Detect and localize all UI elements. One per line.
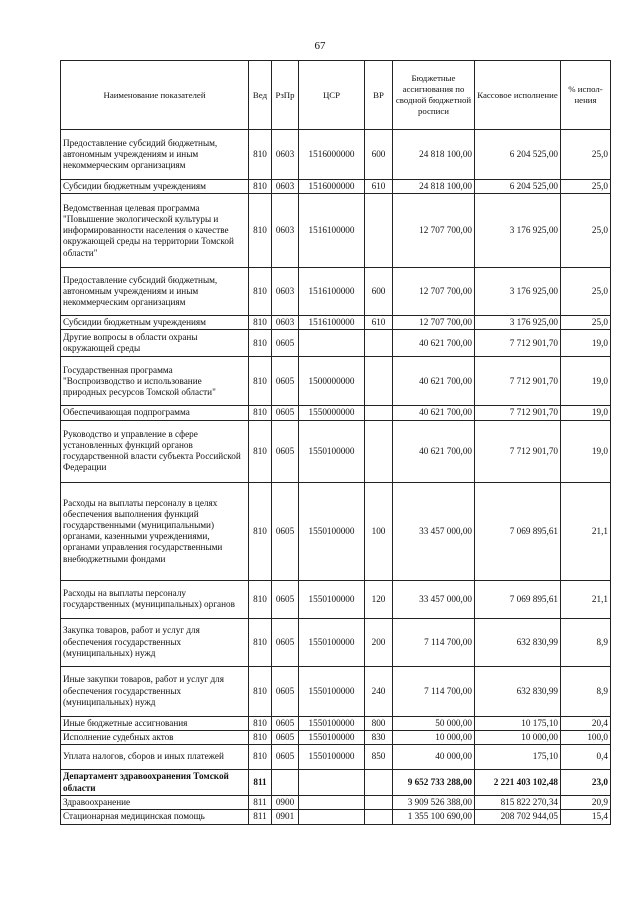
cell-ved: 810	[249, 330, 272, 357]
cell-pct: 19,0	[561, 420, 611, 482]
cell-csr: 1500000000	[299, 357, 365, 406]
cell-plan: 9 652 733 288,00	[393, 770, 475, 796]
cell-rzpr: 0603	[272, 130, 299, 180]
table-header-row	[61, 61, 611, 130]
cell-pct: 19,0	[561, 406, 611, 420]
cell-pct: 100,0	[561, 730, 611, 744]
cell-ved: 810	[249, 420, 272, 482]
table-row	[61, 618, 611, 666]
cell-ved: 810	[249, 130, 272, 180]
cell-pct: 19,0	[561, 330, 611, 357]
table-row	[61, 316, 611, 330]
header-pct: % испол-нения	[561, 61, 611, 130]
cell-exec: 3 176 925,00	[475, 194, 561, 268]
cell-plan: 33 457 000,00	[393, 482, 475, 580]
cell-vr: 850	[365, 745, 393, 770]
table-row	[61, 420, 611, 482]
cell-csr: 1516100000	[299, 268, 365, 316]
cell-name: Иные бюджетные ассигнования	[61, 716, 249, 730]
cell-rzpr: 0605	[272, 330, 299, 357]
cell-plan: 12 707 700,00	[393, 268, 475, 316]
header-rzpr: РзПр	[272, 61, 299, 130]
cell-plan: 7 114 700,00	[393, 666, 475, 716]
cell-pct: 19,0	[561, 357, 611, 406]
cell-csr: 1550000000	[299, 406, 365, 420]
cell-ved: 810	[249, 730, 272, 744]
cell-vr: 600	[365, 130, 393, 180]
cell-rzpr: 0603	[272, 180, 299, 194]
cell-pct: 25,0	[561, 180, 611, 194]
cell-csr	[299, 796, 365, 810]
cell-ved: 810	[249, 268, 272, 316]
cell-vr: 800	[365, 716, 393, 730]
table-row	[61, 810, 611, 824]
cell-ved: 810	[249, 716, 272, 730]
cell-csr: 1550100000	[299, 716, 365, 730]
cell-name: Департамент здравоохранения Томской области	[61, 770, 249, 796]
cell-plan: 24 818 100,00	[393, 180, 475, 194]
cell-name: Субсидии бюджетным учреждениям	[61, 316, 249, 330]
table-row	[61, 268, 611, 316]
cell-plan: 1 355 100 690,00	[393, 810, 475, 824]
cell-plan: 40 621 700,00	[393, 330, 475, 357]
cell-ved: 810	[249, 316, 272, 330]
cell-vr: 610	[365, 316, 393, 330]
cell-pct: 8,9	[561, 666, 611, 716]
cell-exec: 3 176 925,00	[475, 316, 561, 330]
cell-rzpr: 0901	[272, 810, 299, 824]
cell-plan: 10 000,00	[393, 730, 475, 744]
header-csr: ЦСР	[299, 61, 365, 130]
cell-exec: 632 830,99	[475, 666, 561, 716]
cell-ved: 811	[249, 770, 272, 796]
cell-plan: 12 707 700,00	[393, 316, 475, 330]
budget-table	[60, 60, 611, 825]
cell-pct: 21,1	[561, 580, 611, 618]
header-vr: ВР	[365, 61, 393, 130]
cell-vr: 240	[365, 666, 393, 716]
cell-vr: 830	[365, 730, 393, 744]
cell-exec: 7 712 901,70	[475, 420, 561, 482]
cell-exec: 2 221 403 102,48	[475, 770, 561, 796]
cell-exec: 632 830,99	[475, 618, 561, 666]
cell-csr	[299, 810, 365, 824]
cell-csr: 1550100000	[299, 666, 365, 716]
cell-name: Здравоохранение	[61, 796, 249, 810]
table-row	[61, 730, 611, 744]
cell-name: Государственная программа "Воспроизводство и использование природных ресурсов Томской области"	[61, 357, 249, 406]
cell-vr: 100	[365, 482, 393, 580]
cell-plan: 40 621 700,00	[393, 357, 475, 406]
cell-rzpr: 0605	[272, 580, 299, 618]
table-row	[61, 716, 611, 730]
cell-ved: 810	[249, 482, 272, 580]
cell-plan: 33 457 000,00	[393, 580, 475, 618]
cell-rzpr: 0603	[272, 316, 299, 330]
cell-pct: 8,9	[561, 618, 611, 666]
cell-name: Исполнение судебных актов	[61, 730, 249, 744]
cell-pct: 20,4	[561, 716, 611, 730]
cell-name: Обеспечивающая подпрограмма	[61, 406, 249, 420]
cell-csr: 1550100000	[299, 580, 365, 618]
cell-plan: 40 621 700,00	[393, 406, 475, 420]
cell-ved: 810	[249, 180, 272, 194]
cell-vr	[365, 357, 393, 406]
cell-exec: 815 822 270,34	[475, 796, 561, 810]
cell-vr: 610	[365, 180, 393, 194]
cell-exec: 7 712 901,70	[475, 406, 561, 420]
cell-vr	[365, 406, 393, 420]
cell-ved: 810	[249, 580, 272, 618]
cell-pct: 25,0	[561, 316, 611, 330]
cell-name: Субсидии бюджетным учреждениям	[61, 180, 249, 194]
cell-pct: 23,0	[561, 770, 611, 796]
cell-rzpr: 0900	[272, 796, 299, 810]
cell-exec: 6 204 525,00	[475, 180, 561, 194]
cell-exec: 3 176 925,00	[475, 268, 561, 316]
cell-plan: 7 114 700,00	[393, 618, 475, 666]
cell-ved: 810	[249, 357, 272, 406]
cell-ved: 810	[249, 745, 272, 770]
cell-csr	[299, 770, 365, 796]
cell-name: Предоставление субсидий бюджетным, автономным учреждениям и иным некоммерческим организациям	[61, 268, 249, 316]
cell-csr: 1550100000	[299, 420, 365, 482]
cell-rzpr	[272, 770, 299, 796]
cell-plan: 40 621 700,00	[393, 420, 475, 482]
cell-plan: 40 000,00	[393, 745, 475, 770]
cell-exec: 10 175,10	[475, 716, 561, 730]
cell-plan: 50 000,00	[393, 716, 475, 730]
cell-plan: 24 818 100,00	[393, 130, 475, 180]
cell-ved: 810	[249, 194, 272, 268]
cell-rzpr: 0605	[272, 357, 299, 406]
table-row	[61, 796, 611, 810]
cell-rzpr: 0605	[272, 730, 299, 744]
cell-ved: 810	[249, 666, 272, 716]
cell-vr: 120	[365, 580, 393, 618]
table-row	[61, 580, 611, 618]
table-row	[61, 770, 611, 796]
header-plan: Бюджетные ассигнования по сводной бюджетной росписи	[393, 61, 475, 130]
cell-name: Предоставление субсидий бюджетным, автономным учреждениям и иным некоммерческим организациям	[61, 130, 249, 180]
cell-name: Закупка товаров, работ и услуг для обеспечения государственных (муниципальных) нужд	[61, 618, 249, 666]
cell-rzpr: 0605	[272, 745, 299, 770]
cell-name: Другие вопросы в области охраны окружающей среды	[61, 330, 249, 357]
cell-name: Расходы на выплаты персоналу государственных (муниципальных) органов	[61, 580, 249, 618]
cell-vr	[365, 770, 393, 796]
cell-rzpr: 0605	[272, 482, 299, 580]
cell-rzpr: 0603	[272, 268, 299, 316]
cell-exec: 208 702 944,05	[475, 810, 561, 824]
cell-exec: 6 204 525,00	[475, 130, 561, 180]
cell-pct: 15,4	[561, 810, 611, 824]
cell-ved: 810	[249, 618, 272, 666]
cell-rzpr: 0605	[272, 406, 299, 420]
table-row	[61, 482, 611, 580]
cell-vr: 200	[365, 618, 393, 666]
cell-csr: 1550100000	[299, 482, 365, 580]
table-row	[61, 180, 611, 194]
cell-vr	[365, 810, 393, 824]
cell-vr	[365, 194, 393, 268]
cell-name: Иные закупки товаров, работ и услуг для обеспечения государственных (муниципальных) нужд	[61, 666, 249, 716]
cell-csr: 1516100000	[299, 194, 365, 268]
cell-ved: 811	[249, 796, 272, 810]
cell-vr	[365, 796, 393, 810]
cell-rzpr: 0603	[272, 194, 299, 268]
table-row	[61, 194, 611, 268]
cell-name: Стационарная медицинская помощь	[61, 810, 249, 824]
table-row	[61, 666, 611, 716]
header-name: Наименование показателей	[61, 61, 249, 130]
cell-csr: 1550100000	[299, 730, 365, 744]
cell-csr	[299, 330, 365, 357]
cell-ved: 810	[249, 406, 272, 420]
cell-pct: 0,4	[561, 745, 611, 770]
cell-exec: 175,10	[475, 745, 561, 770]
cell-pct: 25,0	[561, 268, 611, 316]
cell-plan: 3 909 526 388,00	[393, 796, 475, 810]
cell-exec: 7 069 895,61	[475, 482, 561, 580]
cell-csr: 1550100000	[299, 745, 365, 770]
cell-pct: 25,0	[561, 194, 611, 268]
cell-name: Уплата налогов, сборов и иных платежей	[61, 745, 249, 770]
cell-csr: 1550100000	[299, 618, 365, 666]
cell-csr: 1516000000	[299, 130, 365, 180]
table-row	[61, 357, 611, 406]
cell-vr: 600	[365, 268, 393, 316]
cell-pct: 21,1	[561, 482, 611, 580]
cell-pct: 25,0	[561, 130, 611, 180]
cell-name: Расходы на выплаты персоналу в целях обеспечения выполнения функций государственными (муниципальными) органами, казенными учреждениями, органами управления государственными внебюджетными фондами	[61, 482, 249, 580]
cell-vr	[365, 330, 393, 357]
cell-exec: 10 000,00	[475, 730, 561, 744]
cell-pct: 20,9	[561, 796, 611, 810]
cell-csr: 1516000000	[299, 180, 365, 194]
cell-name: Руководство и управление в сфере установленных функций органов государственной власти субъекта Российской Федерации	[61, 420, 249, 482]
cell-rzpr: 0605	[272, 716, 299, 730]
cell-exec: 7 069 895,61	[475, 580, 561, 618]
cell-csr: 1516100000	[299, 316, 365, 330]
cell-rzpr: 0605	[272, 666, 299, 716]
table-row	[61, 745, 611, 770]
table-row	[61, 330, 611, 357]
cell-ved: 811	[249, 810, 272, 824]
header-ved: Вед	[249, 61, 272, 130]
table-row	[61, 130, 611, 180]
cell-exec: 7 712 901,70	[475, 357, 561, 406]
cell-name: Ведомственная целевая программа "Повышение экологической культуры и информированности населения о качестве окружающей среды на территории Томской области"	[61, 194, 249, 268]
cell-exec: 7 712 901,70	[475, 330, 561, 357]
cell-rzpr: 0605	[272, 420, 299, 482]
cell-rzpr: 0605	[272, 618, 299, 666]
header-exec: Кассовое исполнение	[475, 61, 561, 130]
cell-vr	[365, 420, 393, 482]
table-row	[61, 406, 611, 420]
page-number: 67	[314, 40, 326, 52]
cell-plan: 12 707 700,00	[393, 194, 475, 268]
